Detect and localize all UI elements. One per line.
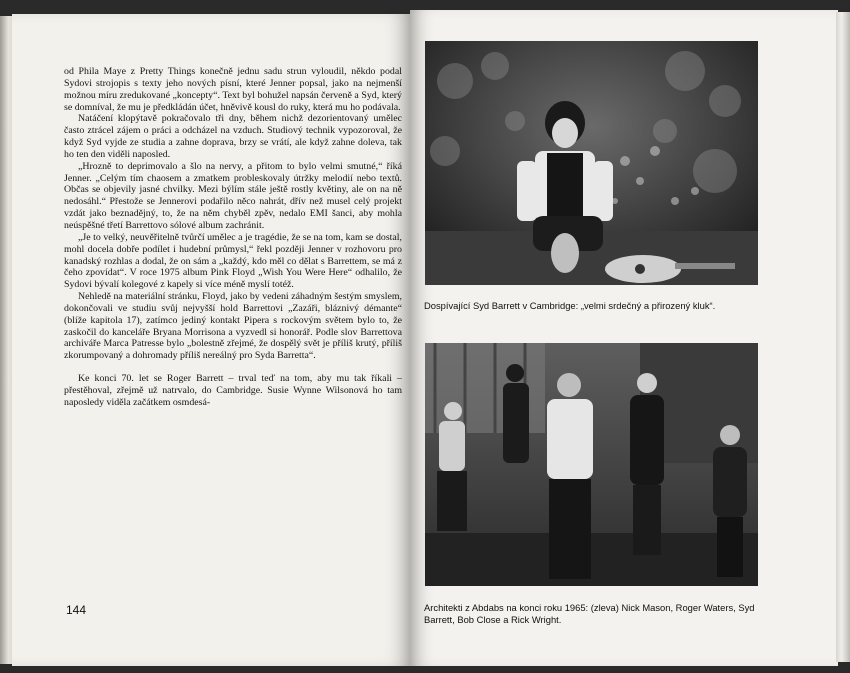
paragraph: „Je to velký, neuvěřitelně tvůrčí umělec a je tragédie, že se na tom, kam se dostal, mohl docela dobře podílet i hudební průmysl,“ řekl později Jenner v rozhovoru pro kanadský rozhlas a dodal, že on sám a „každý, kdo měl co dělat s Barrettem, se má z čeho zpovídat“. V roce 1975 album Pink Floyd „Wish You Were Here“ odhalilo, že Sydovi bývalí kolegové z kapely si více méně myslí totéž.	[64, 231, 402, 291]
paragraph: Nehledě na materiální stránku, Floyd, jako by vedeni záhadným šestým smyslem, dokončovali ve studiu svůj nejvyšší hold Barrettovi „Zazáři, bláznivý démante“ (blíže kapitola 17), zatímco jediný kontakt Pipera s rockovým světem bylo to, že zaskočil do kanceláře Bryana Morrisona a vyzvedl si honorář. Podle slov Barrettova archiváře Marca Patresse bylo „bolestně zřejmé, že dospělý svět je příliš krutý, příliš zkorumpovaný a dohromady příliš nereálný pro Syda Barretta“.	[64, 291, 402, 362]
photo-syd-barrett-garden	[425, 41, 758, 285]
caption-top: Dospívající Syd Barrett v Cambridge: „velmi srdečný a přirozený kluk“.	[424, 300, 716, 311]
photo-image	[425, 343, 758, 586]
body-text	[64, 66, 402, 409]
page-number: 144	[66, 603, 87, 617]
paragraph: od Phila Maye z Pretty Things konečně jednu sadu strun vyloudil, někdo podal Sydovi strojopis s texty jeho nových písní, které Jenner popsal, jako na nejmenší možnou míru zredukované „koncepty“. Text byl bohužel napsán červeně a Syd, který se domníval, že mu je předkládán účet, hněvivě kousl do ruky, která mu ho podávala.	[64, 66, 402, 113]
caption-bottom: Architekti z Abdabs na konci roku 1965: (zleva) Nick Mason, Roger Waters, Syd Barrett, Bob Close a Rick Wright.	[424, 602, 755, 625]
photo-abdabs-group	[425, 343, 758, 586]
paragraph: „Hrozně to deprimovalo a šlo na nervy, a přitom to bylo velmi smutné,“ říká Jenner. „Celým tím chaosem a zmatkem probleskovaly útržky melodií nebo textů. Občas se objevily jasné chvilky. Mezi býlím stále ještě rostly květiny, ale on na ně nedosáhl.“ Přestože se Jennerovi podařilo něco nahrát, dřív než musel celý projekt vzdát jako beznadějný, to, že na něm chyběl zpěv, nedalo EMI šanci, aby mohla neúspěšné třetí Barrettovo sólové album zachránit.	[64, 160, 402, 231]
page-edge-right	[836, 12, 850, 662]
paragraph: Natáčení klopýtavě pokračovalo tři dny, během nichž dezorientovaný umělec často ztrácel zájem o práci a odcházel na vzduch. Studiový technik vypozoroval, že když Syd vyjde ze studia a zahne doprava, brzy se vrátí, ale když zahne doleva, tak ho ten den viděli naposled.	[64, 113, 402, 160]
photo-image	[425, 41, 758, 285]
paragraph: Ke konci 70. let se Roger Barrett – trval teď na tom, aby mu tak říkali – přestěhoval, zřejmě už natrvalo, do Cambridge. Susie Wynne Wilsonová ho tam naposledy viděla začátkem osmdesá-	[64, 373, 402, 408]
